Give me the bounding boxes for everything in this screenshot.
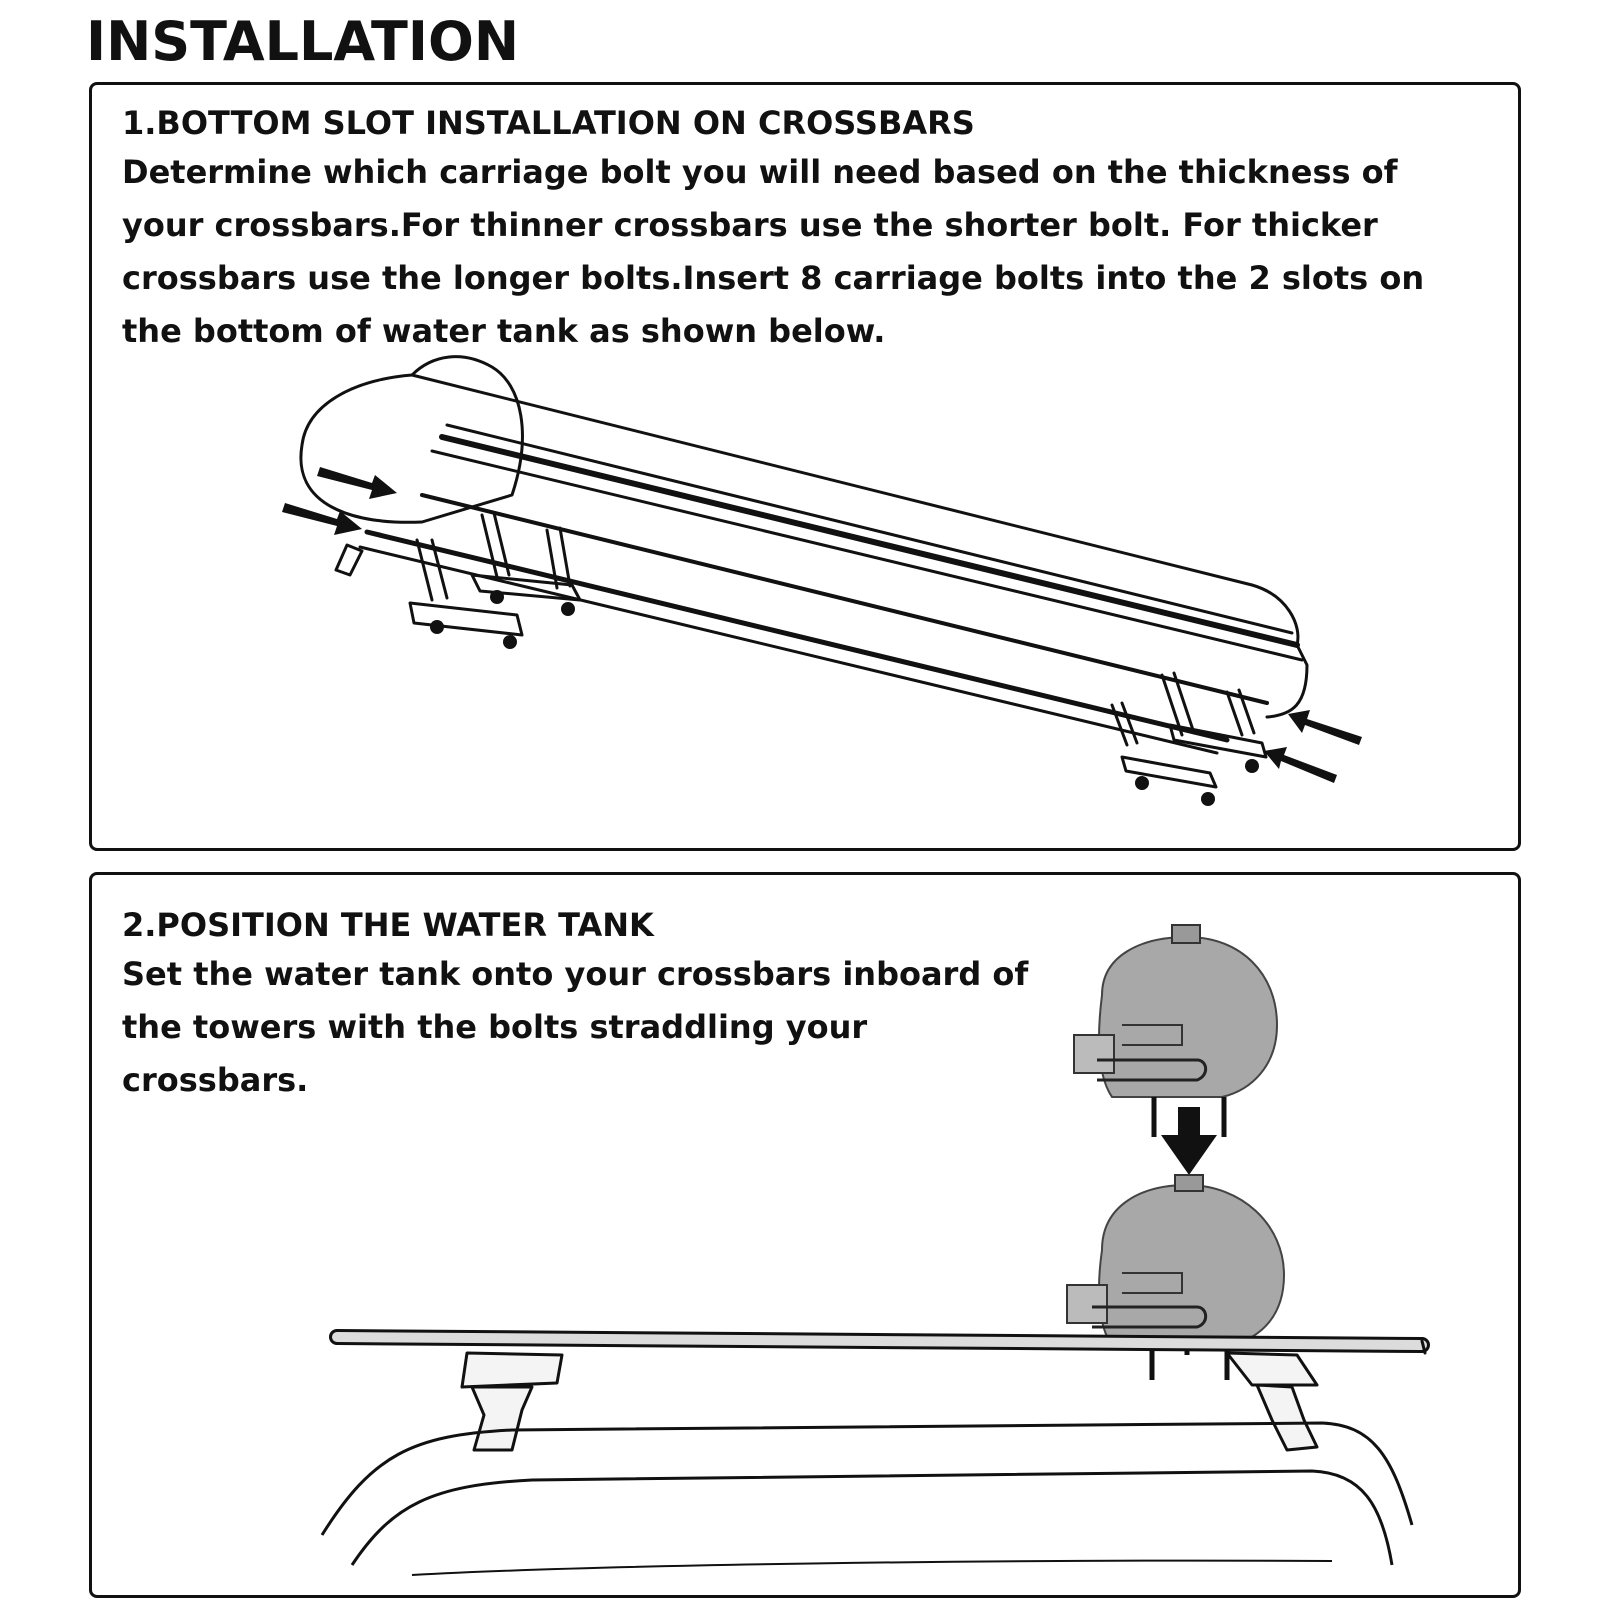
step-2-instructions: Set the water tank onto your crossbars inboard of the towers with the bolts straddling your crossbars. [122, 955, 1029, 1099]
step-1-heading: 1.BOTTOM SLOT INSTALLATION ON CROSSBARS [122, 104, 975, 142]
step-2-heading: 2.POSITION THE WATER TANK [122, 906, 654, 944]
tank-bottom-slot-diagram [92, 85, 1521, 851]
tank-on-crossbar-diagram [92, 875, 1521, 1598]
tank-end-cap [301, 357, 522, 523]
step-1-panel [89, 82, 1521, 851]
step-1-instructions: Determine which carriage bolt you will need based on the thickness of your crossbars.For thinner crossbars use the shorter bolt. For thicker crossbars use the longer bolts.Insert 8 carriage bolts into the 2 slots on the bottom of water tank as shown below. [122, 153, 1425, 350]
bottom-slot [367, 532, 1227, 740]
crossbar-towers [462, 1353, 1317, 1450]
arrow-left-lower [282, 503, 362, 535]
tank-cross-section-upper [1074, 925, 1277, 1137]
tank-top-edge [412, 375, 1252, 585]
step-2-panel [89, 872, 1521, 1598]
arrow-right-lower [1264, 747, 1337, 783]
arrow-left-upper [317, 467, 397, 499]
left-clamp-plate-lower [410, 603, 522, 635]
crossbar [337, 1337, 1425, 1353]
page-title: INSTALLATION [86, 10, 520, 73]
arrow-right-upper [1288, 710, 1362, 745]
down-arrow [1161, 1107, 1217, 1175]
